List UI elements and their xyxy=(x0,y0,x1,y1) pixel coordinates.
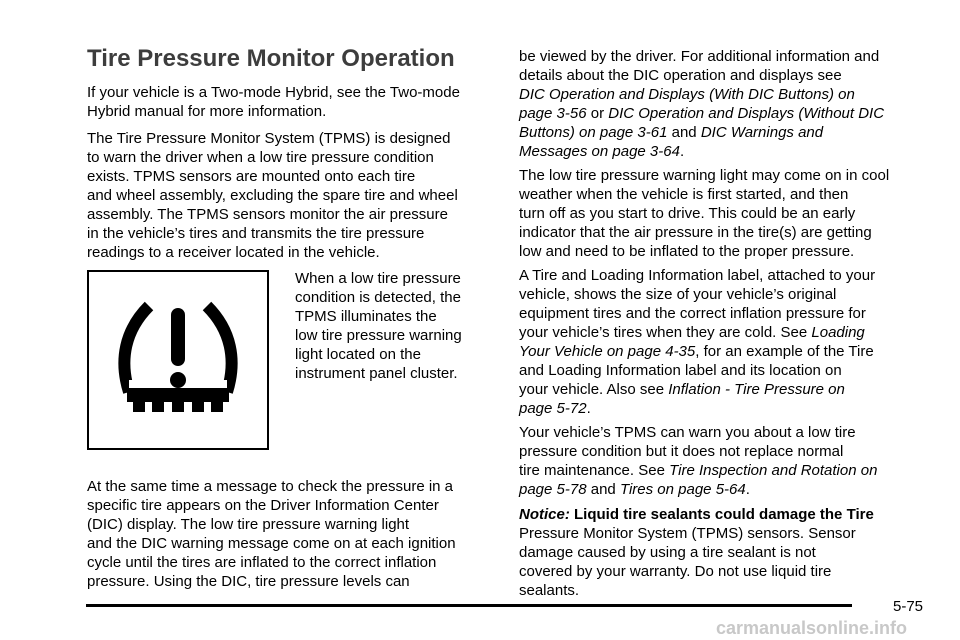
cross-reference-link[interactable]: Buttons) on page 3-61 xyxy=(519,124,668,141)
text-line xyxy=(519,123,823,142)
cross-reference-link[interactable]: Tires on page 5-64 xyxy=(619,481,746,498)
cross-reference-link[interactable]: page 3-56 xyxy=(519,105,587,122)
cross-reference-link[interactable]: page 5-72 xyxy=(519,400,587,417)
text-line: TPMS illuminates the xyxy=(295,308,437,325)
text-line: and wheel assembly, excluding the spare tire and wheel xyxy=(87,187,458,204)
text-fragment: your vehicle. Also see xyxy=(519,381,669,398)
text-line: specific tire appears on the Driver Information Center xyxy=(87,497,439,514)
text-fragment: . xyxy=(745,481,750,498)
cross-reference-link[interactable]: DIC Warnings and xyxy=(700,124,824,141)
text-line: Your vehicle’s TPMS can warn you about a low tire xyxy=(519,424,856,441)
text-line: condition is detected, the xyxy=(295,289,461,306)
text-line: assembly. The TPMS sensors monitor the air pressure xyxy=(87,206,448,223)
text-line: low tire pressure warning xyxy=(295,327,462,344)
text-line: The Tire Pressure Monitor System (TPMS) is designed xyxy=(87,130,451,147)
text-line xyxy=(519,85,855,104)
text-line xyxy=(519,142,684,161)
footer-divider xyxy=(86,604,852,607)
text-line: weather when the vehicle is first started, and then xyxy=(519,186,849,203)
text-fragment: your vehicle’s tires when they are cold. See xyxy=(519,324,812,341)
cross-reference-link[interactable]: Inflation - Tire Pressure on xyxy=(668,381,845,398)
page-number: 5-75 xyxy=(893,598,924,615)
cross-reference-link[interactable]: page 5-78 xyxy=(519,481,587,498)
notice-text: damage caused by using a tire sealant is not xyxy=(519,544,816,561)
text-line: and Loading Information label and its location on xyxy=(519,362,842,379)
text-line: to warn the driver when a low tire pressure condition xyxy=(87,149,434,166)
text-line: The low tire pressure warning light may come on in cool xyxy=(519,167,890,184)
text-line: details about the DIC operation and displays see xyxy=(519,67,842,84)
text-line: (DIC) display. The low tire pressure warning light xyxy=(87,516,410,533)
text-line: If your vehicle is a Two-mode Hybrid, see the Two-mode xyxy=(87,84,460,101)
text-line xyxy=(519,342,874,361)
notice-text: Liquid tire sealants could damage the Tire xyxy=(569,506,874,523)
watermark: carmanualsonline.info xyxy=(716,618,908,638)
text-line: vehicle, shows the size of your vehicle’s original xyxy=(519,286,837,303)
low-tire-pressure-warning-icon xyxy=(115,300,241,422)
text-line: in the vehicle’s tires and transmits the tire pressure xyxy=(87,225,425,242)
cross-reference-link[interactable]: Tire Inspection and Rotation on xyxy=(669,462,878,479)
text-line xyxy=(519,104,884,123)
text-line xyxy=(519,380,845,399)
text-fragment: and xyxy=(586,481,620,498)
text-line xyxy=(519,399,591,418)
text-line: readings to a receiver located in the vehicle. xyxy=(87,244,380,261)
text-line: low and need to be inflated to the proper pressure. xyxy=(519,243,855,260)
text-line: At the same time a message to check the pressure in a xyxy=(87,478,454,495)
cross-reference-link[interactable]: Your Vehicle on page 4-35 xyxy=(519,343,696,360)
text-line: pressure. Using the DIC, tire pressure levels can xyxy=(87,573,410,590)
text-line: cycle until the tires are inflated to the correct inflation xyxy=(87,554,437,571)
text-line: and the DIC warning message come on at each ignition xyxy=(87,535,456,552)
page-title: Tire Pressure Monitor Operation xyxy=(87,45,455,72)
text-fragment: and xyxy=(667,124,701,141)
text-fragment: . xyxy=(679,143,685,160)
text-fragment: , for an example of the Tire xyxy=(695,343,874,360)
text-line xyxy=(519,323,865,342)
text-line: indicator that the air pressure in the tire(s) are getting xyxy=(519,224,872,241)
text-line: exists. TPMS sensors are mounted onto each tire xyxy=(87,168,416,185)
text-fragment: or xyxy=(586,105,609,122)
text-line: equipment tires and the correct inflation pressure for xyxy=(519,305,866,322)
text-line: A Tire and Loading Information label, attached to your xyxy=(519,267,876,284)
text-line xyxy=(519,505,874,524)
text-line: be viewed by the driver. For additional information and xyxy=(519,48,880,65)
text-fragment: . xyxy=(586,400,591,417)
cross-reference-link[interactable]: DIC Operation and Displays (With DIC Buttons) on xyxy=(519,86,855,103)
text-line: instrument panel cluster. xyxy=(295,365,458,382)
text-line: light located on the xyxy=(295,346,421,363)
cross-reference-link[interactable]: Loading xyxy=(811,324,865,341)
cross-reference-link[interactable]: Messages on page 3-64 xyxy=(519,143,680,160)
warning-light-figure xyxy=(87,270,269,450)
text-line: turn off as you start to drive. This could be an early xyxy=(519,205,856,222)
notice-text: Pressure Monitor System (TPMS) sensors. Sensor xyxy=(519,525,856,542)
text-line: pressure condition but it does not replace normal xyxy=(519,443,844,460)
notice-text: covered by your warranty. Do not use liquid tire xyxy=(519,563,832,580)
text-line xyxy=(519,480,750,499)
text-line xyxy=(519,461,877,480)
notice-label: Notice: xyxy=(519,506,570,523)
text-line: Hybrid manual for more information. xyxy=(87,103,327,120)
notice-text: sealants. xyxy=(519,582,580,599)
cross-reference-link[interactable]: DIC Operation and Displays (Without DIC xyxy=(608,105,885,122)
text-line: When a low tire pressure xyxy=(295,270,461,287)
text-fragment: tire maintenance. See xyxy=(519,462,670,479)
